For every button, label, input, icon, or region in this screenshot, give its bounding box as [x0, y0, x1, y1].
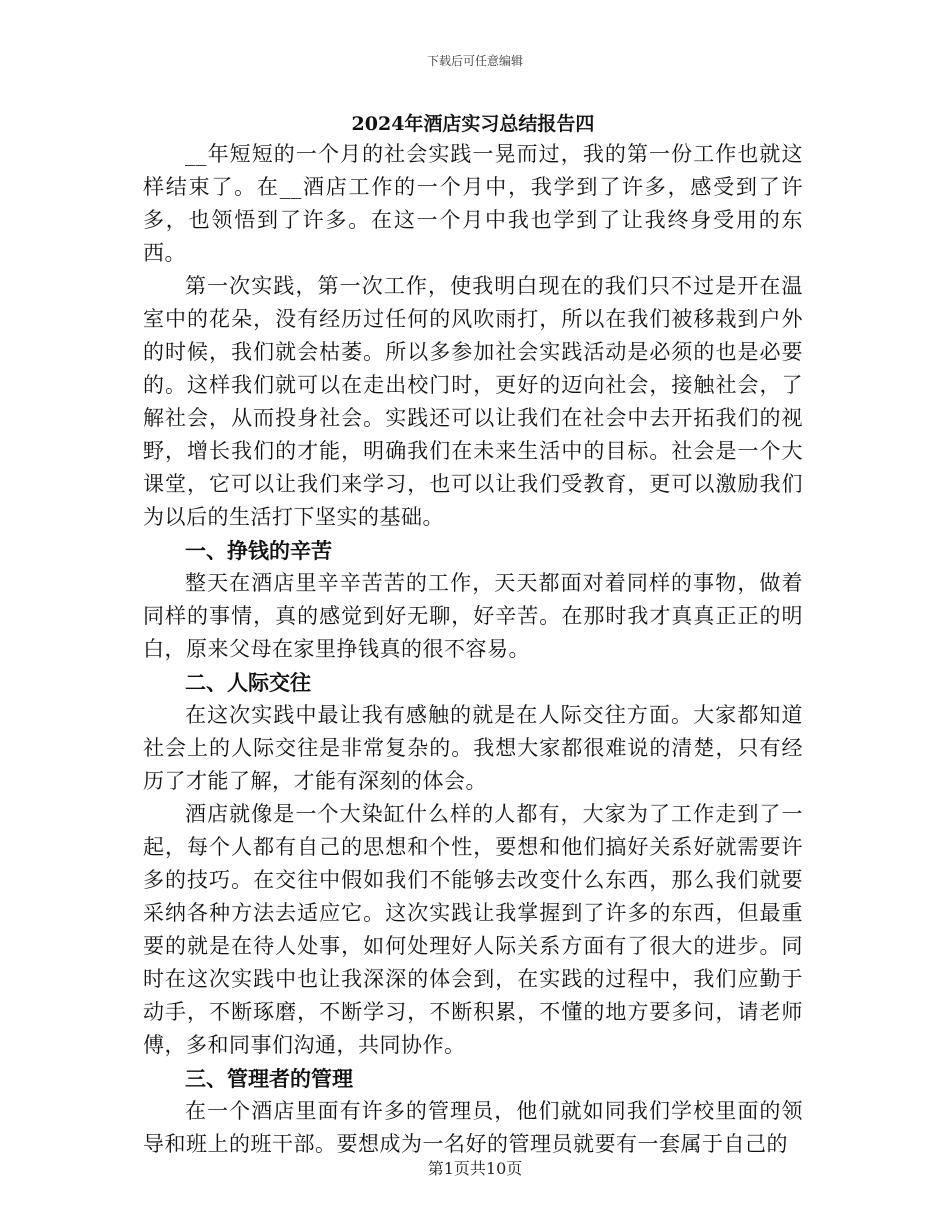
paragraph: __年短短的一个月的社会实践一晃而过，我的第一份工作也就这样结束了。在__酒店工作的一个月中，我学到了许多，感受到了许多，也领悟到了许多。在这一个月中我也学到了让我终身受用的东西。 [143, 142, 803, 265]
paragraph: 第一次实践，第一次工作，使我明白现在的我们只不过是开在温室中的花朵，没有经历过任何的风吹雨打，所以在我们被移栽到户外的时候，我们就会枯萎。所以多参加社会实践活动是必须的也是必要的。这样我们就可以在走出校门时，更好的迈向社会，接触社会，了解社会，从而投身社会。实践还可以让我们在社会中去开拓我们的视野，增长我们的才能，明确我们在未来生活中的目标。社会是一个大课堂，它可以让我们来学习，也可以让我们受教育，更可以激励我们为以后的生活打下坚实的基础。 [143, 274, 803, 529]
paragraph: 整天在酒店里辛辛苦苦的工作，天天都面对着同样的事物，做着同样的事情，真的感觉到好无聊，好辛苦。在那时我才真真正正的明白，原来父母在家里挣钱真的很不容易。 [143, 571, 803, 661]
document-title: 2024年酒店实习总结报告四 [351, 113, 595, 135]
page-number: 第1页共10页 [427, 1159, 523, 1178]
paragraph: 酒店就像是一个大染缸什么样的人都有，大家为了工作走到了一起，每个人都有自己的思想和个性，要想和他们搞好关系好就需要许多的技巧。在交往中假如我们不能够去改变什么东西，那么我们就要采纳各种方法去适应它。这次实践让我掌握到了许多的东西，但最重要的就是在待人处事，如何处理好人际关系方面有了很大的进步。同时在这次实践中也让我深深的体会到，在实践的过程中，我们应勤于动手，不断琢磨，不断学习，不断积累，不懂的地方要多问，请老师傅，多和同事们沟通，共同协作。 [143, 802, 803, 1057]
document-body [143, 138, 803, 1161]
section-heading-2: 二、人际交往 [185, 670, 311, 695]
document-page [143, 110, 803, 1161]
section-heading-3: 三、管理者的管理 [185, 1066, 353, 1091]
paragraph: 在一个酒店里面有许多的管理员，他们就如同我们学校里面的领导和班上的班干部。要想成为一名好的管理员就要有一套属于自己的 [143, 1099, 803, 1156]
section-heading-1: 一、挣钱的辛苦 [185, 538, 332, 563]
download-note: 下载后可任意编辑 [426, 54, 523, 68]
paragraph: 在这次实践中最让我有感触的就是在人际交往方面。大家都知道社会上的人际交往是非常复杂的。我想大家都很难说的清楚，只有经历了才能了解，才能有深刻的体会。 [143, 703, 803, 793]
